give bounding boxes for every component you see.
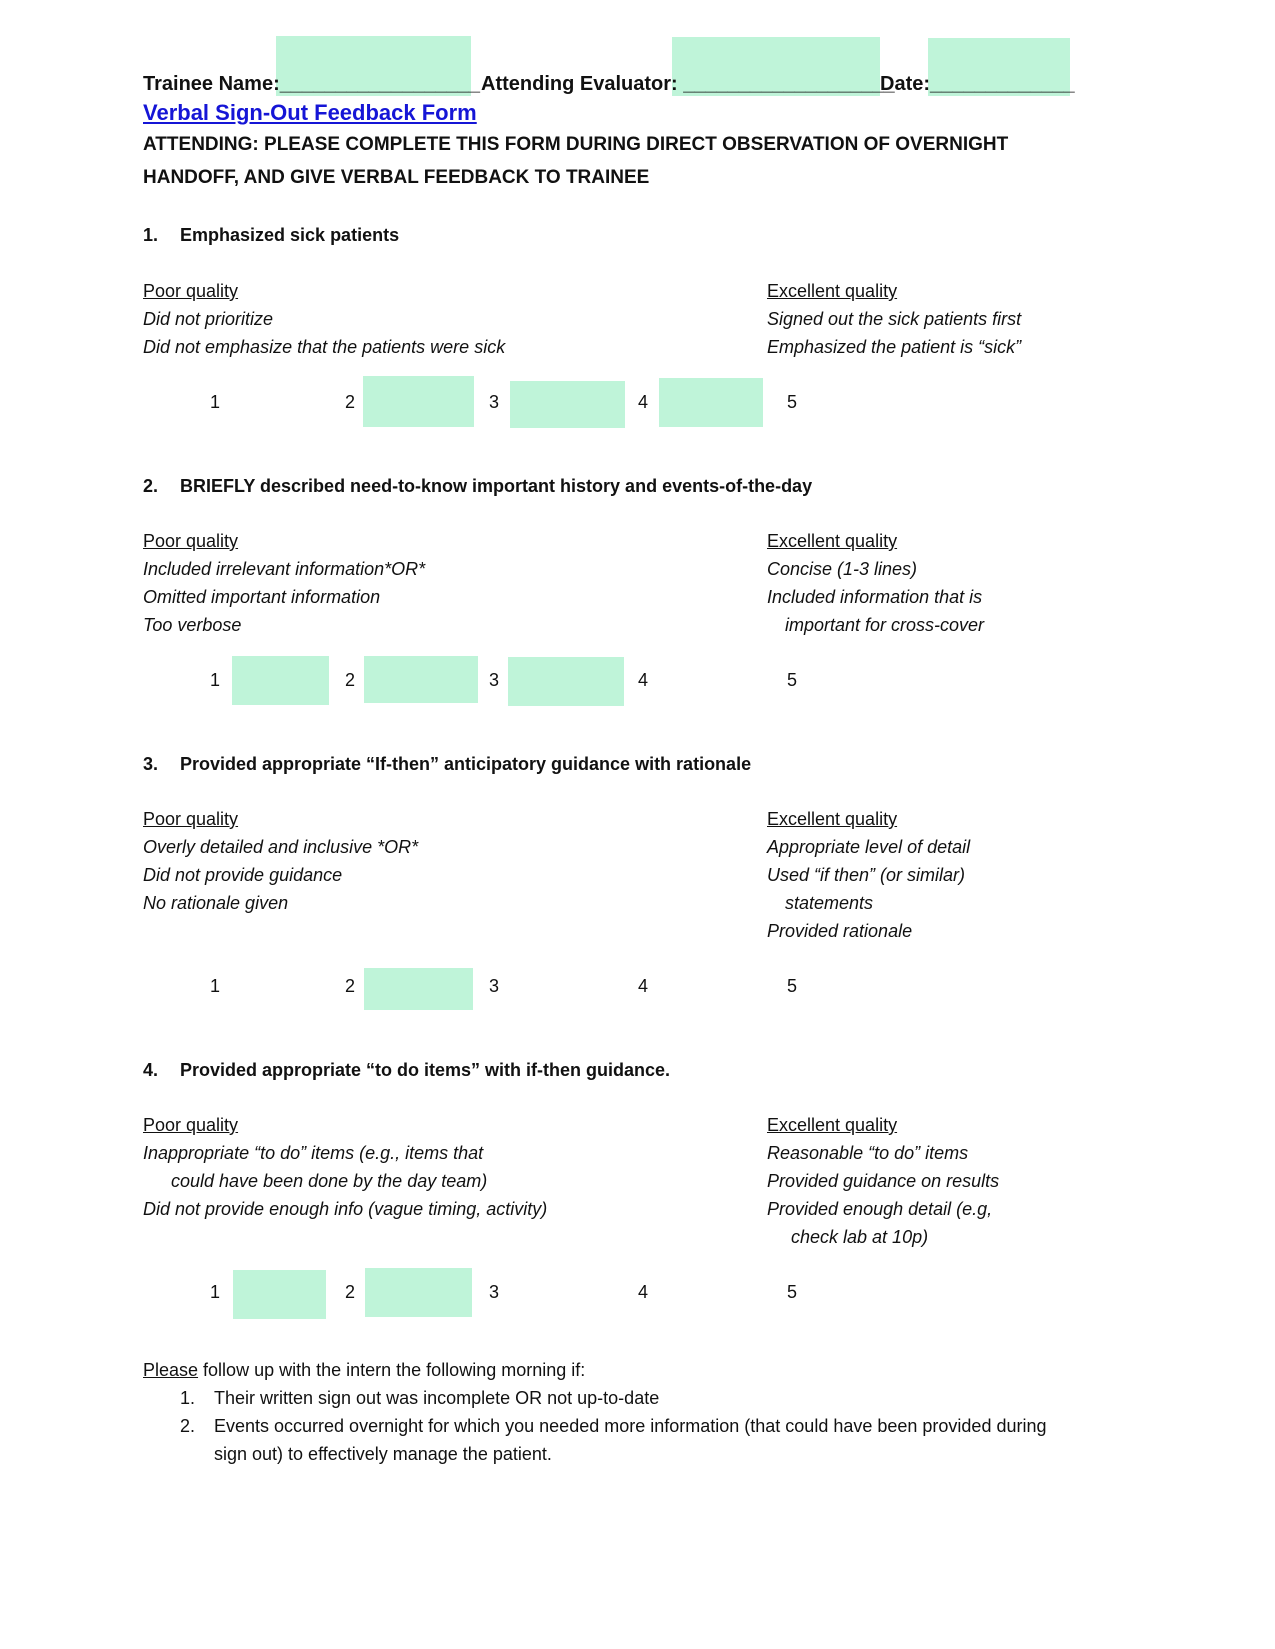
instructions [143, 128, 1143, 194]
scale-number-2[interactable]: 2 [345, 1282, 356, 1302]
question-3-excellent-column [767, 805, 1137, 945]
question-text: Provided appropriate “If-then” anticipatory guidance with rationale [180, 754, 752, 774]
excellent-item: Emphasized the patient is “sick” [767, 337, 1022, 357]
follow-up-intro [143, 1356, 1143, 1384]
poor-quality-label: Poor quality [143, 1115, 239, 1135]
excellent-item: Concise (1-3 lines) [767, 559, 918, 579]
excellent-item: Appropriate level of detail [767, 837, 971, 857]
poor-item: Omitted important information [143, 587, 381, 607]
question-4-excellent-column [767, 1111, 1137, 1251]
scale-number-5[interactable]: 5 [787, 1282, 798, 1302]
intro-text: follow up with the intern the following morning if: [198, 1360, 586, 1380]
scale-number-2[interactable]: 2 [345, 976, 356, 996]
poor-quality-label: Poor quality [143, 809, 239, 829]
scale-number-3[interactable]: 3 [489, 1282, 500, 1302]
poor-quality-label: Poor quality [143, 281, 239, 301]
date-label: Date:_____________ [880, 73, 1075, 95]
excellent-quality-label: Excellent quality [767, 1115, 898, 1135]
scale-number-1[interactable]: 1 [210, 976, 221, 996]
poor-item: Inappropriate “to do” items (e.g., items that [143, 1143, 484, 1163]
excellent-item: Provided rationale [767, 921, 913, 941]
question-2-rating-field-2-3[interactable] [364, 656, 478, 703]
question-4-rating-field-2-3[interactable] [365, 1268, 472, 1317]
question-3-poor-column [143, 805, 703, 917]
question-number: 4. [143, 1060, 159, 1080]
scale-number-5[interactable]: 5 [787, 670, 798, 690]
question-1-poor-column [143, 277, 703, 361]
excellent-item: Used “if then” (or similar) [767, 865, 966, 885]
poor-item: Included irrelevant information*OR* [143, 559, 426, 579]
question-text: BRIEFLY described need-to-know important history and events-of-the-day [180, 476, 813, 496]
question-1-title [143, 225, 399, 246]
question-number: 1. [143, 225, 159, 245]
poor-item: Did not provide enough info (vague timing, activity) [143, 1199, 548, 1219]
list-item [143, 1384, 1143, 1412]
excellent-item: important for cross-cover [785, 615, 985, 635]
excellent-item: Reasonable “to do” items [767, 1143, 969, 1163]
poor-item: Overly detailed and inclusive *OR* [143, 837, 419, 857]
scale-number-1[interactable]: 1 [210, 392, 221, 412]
scale-number-1[interactable]: 1 [210, 670, 221, 690]
question-3-rating-field-2-3[interactable] [364, 968, 473, 1010]
poor-item: Did not provide guidance [143, 865, 343, 885]
question-3-title [143, 754, 751, 775]
question-number: 3. [143, 754, 159, 774]
instructions-line-1: ATTENDING: PLEASE COMPLETE THIS FORM DURING DIRECT OBSERVATION OF OVERNIGHT [143, 134, 1009, 155]
question-text: Emphasized sick patients [180, 225, 400, 245]
question-1-rating-field-3-4[interactable] [510, 381, 625, 428]
list-item-text: sign out) to effectively manage the patient. [214, 1444, 552, 1464]
excellent-item: check lab at 10p) [791, 1227, 929, 1247]
scale-number-4[interactable]: 4 [638, 392, 649, 412]
question-1-excellent-column [767, 277, 1137, 361]
scale-number-4[interactable]: 4 [638, 976, 649, 996]
poor-item: No rationale given [143, 893, 289, 913]
excellent-quality-label: Excellent quality [767, 531, 898, 551]
poor-quality-label: Poor quality [143, 531, 239, 551]
question-1-rating-field-4-5[interactable] [659, 378, 763, 427]
list-item-number [143, 1440, 214, 1468]
question-2-poor-column [143, 527, 703, 639]
poor-item: Did not emphasize that the patients were sick [143, 337, 506, 357]
excellent-item: Provided guidance on results [767, 1171, 1000, 1191]
poor-item: could have been done by the day team) [171, 1171, 488, 1191]
question-number: 2. [143, 476, 159, 496]
scale-number-3[interactable]: 3 [489, 392, 500, 412]
question-2-excellent-column [767, 527, 1137, 639]
excellent-quality-label: Excellent quality [767, 281, 898, 301]
question-4-title [143, 1060, 670, 1081]
question-2-rating-field-1-2[interactable] [232, 656, 329, 705]
scale-number-5[interactable]: 5 [787, 976, 798, 996]
scale-number-3[interactable]: 3 [489, 976, 500, 996]
please-text: Please [143, 1360, 199, 1380]
excellent-item: Provided enough detail (e.g, [767, 1199, 993, 1219]
scale-number-1[interactable]: 1 [210, 1282, 221, 1302]
scale-number-2[interactable]: 2 [345, 670, 356, 690]
list-item-text: Their written sign out was incomplete OR not up-to-date [214, 1388, 660, 1408]
question-text: Provided appropriate “to do items” with if-then guidance. [180, 1060, 671, 1080]
list-item-number: 1. [180, 1388, 196, 1408]
follow-up-section [143, 1356, 1143, 1468]
poor-item: Did not prioritize [143, 309, 274, 329]
question-1-rating-field-2-3[interactable] [363, 376, 474, 427]
scale-number-4[interactable]: 4 [638, 670, 649, 690]
question-4-poor-column [143, 1111, 723, 1223]
question-2-rating-field-3-4[interactable] [508, 657, 624, 706]
excellent-item: Signed out the sick patients first [767, 309, 1022, 329]
poor-item: Too verbose [143, 615, 242, 635]
trainee-name-label: Trainee Name:__________________ [143, 73, 480, 95]
scale-number-3[interactable]: 3 [489, 670, 500, 690]
scale-number-2[interactable]: 2 [345, 392, 356, 412]
question-4-rating-field-1-2[interactable] [233, 1270, 326, 1319]
excellent-item: statements [785, 893, 874, 913]
excellent-item: Included information that is [767, 587, 983, 607]
excellent-quality-label: Excellent quality [767, 809, 898, 829]
list-item-number: 2. [180, 1416, 196, 1436]
instructions-line-2: HANDOFF, AND GIVE VERBAL FEEDBACK TO TRAINEE [143, 167, 650, 188]
attending-evaluator-label: Attending Evaluator: ___________________ [481, 73, 895, 95]
list-item [143, 1412, 1143, 1440]
list-item-text: Events occurred overnight for which you needed more information (that could have been provided during [214, 1416, 1047, 1436]
form-title-link[interactable]: Verbal Sign-Out Feedback Form [143, 100, 477, 125]
question-2-title [143, 476, 812, 497]
scale-number-5[interactable]: 5 [787, 392, 798, 412]
scale-number-4[interactable]: 4 [638, 1282, 649, 1302]
list-item-continuation [143, 1440, 1143, 1468]
